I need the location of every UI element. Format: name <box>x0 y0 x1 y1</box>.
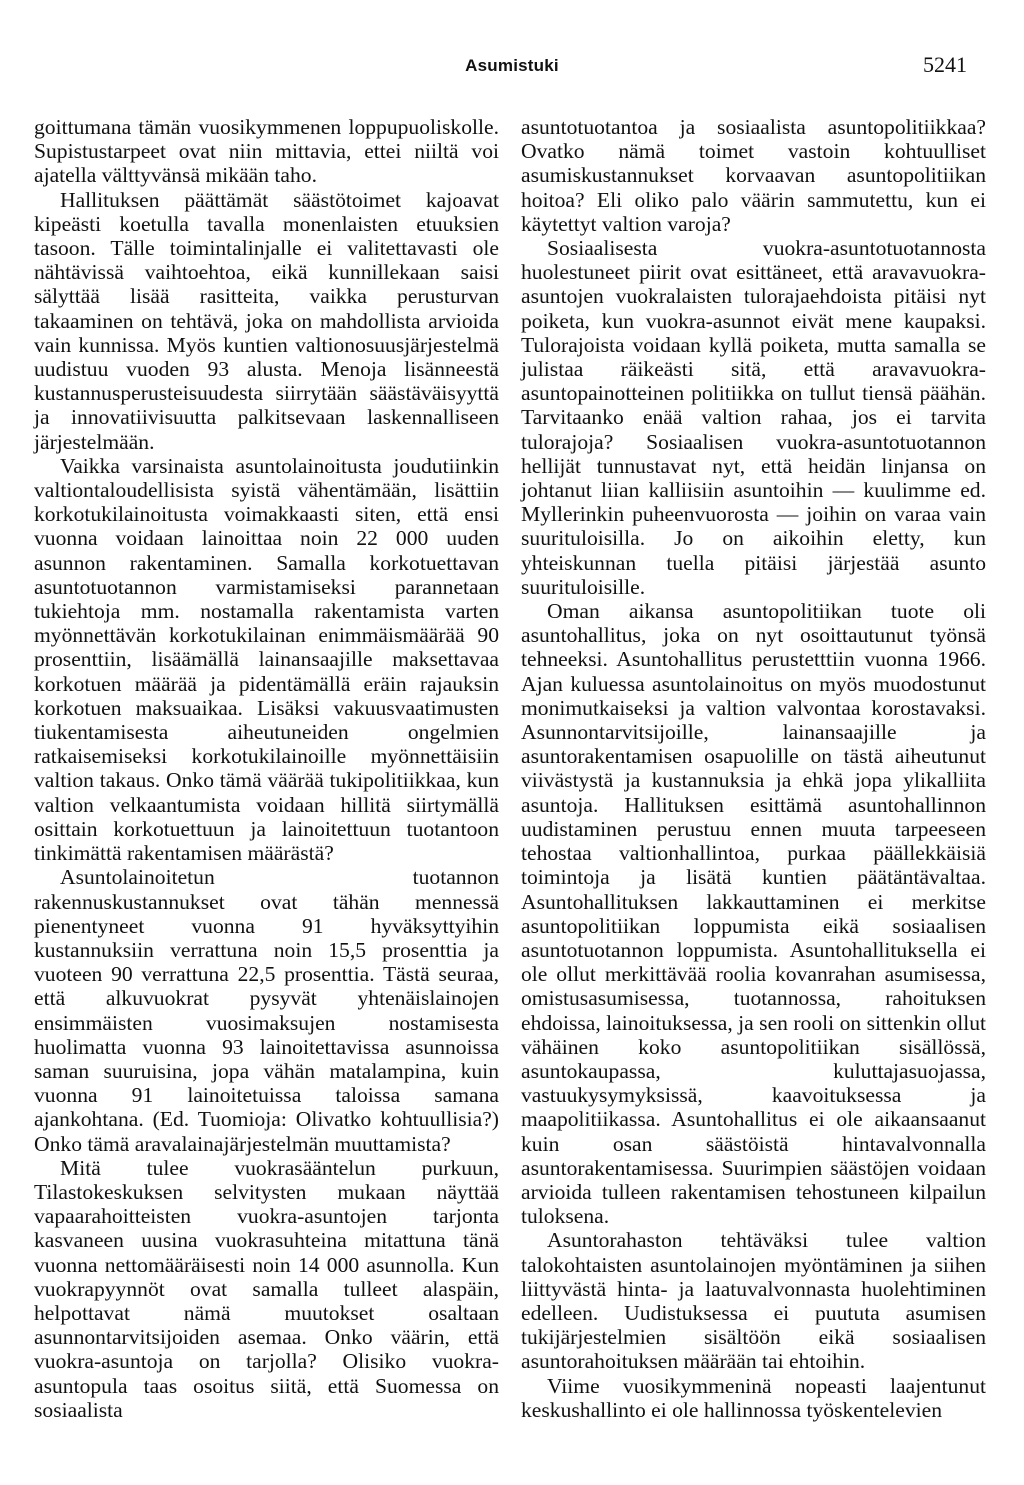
right-column <box>521 115 986 1422</box>
paragraph: asuntotuotantoa ja sosiaalista asuntopolitiikkaa? Ovatko nämä toimet vastoin kohtuulliset asumiskustannukset korvaavan asuntopolitiikan hoitoa? Eli oliko palo väärin sammutettu, kun ei käytettyt valtion varoja? <box>521 115 986 236</box>
paragraph: Mitä tulee vuokrasääntelun purkuun, Tilastokeskuksen selvitysten mukaan näyttää vapaarahoitteisten vuokra-asuntojen tarjonta kasvaneen uusina vuokrasuhteina mitattuna tänä vuonna nettomääräisesti noin 14 000 asunnolla. Kun vuokrapyynnöt ovat samalla tulleet alaspäin, helpottavat nämä muutokset osaltaan asunnontarvitsijoiden asemaa. Onko väärin, että vuokra-asuntoja on tarjolla? Olisiko vuokra-asuntopula taas osoitus siitä, että Suomessa on sosiaalista <box>34 1155 499 1422</box>
paragraph: Hallituksen päättämät säästötoimet kajoavat kipeästi koetulla tavalla monenlaisten etuuksien tasoon. Tälle toimintalinjalle ei valitettavasti ole nähtävissä vaihtoehtoa, eikä kunnillekaan saisi sälyttää lisää rasitteita, vaikka perusturvan takaaminen on tehtävä, joka on mahdollista arvioida vain kunnissa. Myös kuntien valtionosuusjärjestelmä uudistuu vuoden 93 alusta. Menoja lisänneestä kustannusperusteisuudesta siirrytään säästäväisyyttä ja innovatiivisuutta palkitsevaan laskennalliseen järjestelmään. <box>34 187 499 454</box>
page-number: 5241 <box>923 52 967 77</box>
running-title: Asumistuki <box>465 56 559 75</box>
paragraph: Viime vuosikymmeninä nopeasti laajentunut keskushallinto ei ole hallinnossa työskentelevien <box>521 1373 986 1422</box>
paragraph: Vaikka varsinaista asuntolainoitusta joudutiinkin valtiontaloudellisista syistä vähentämään, lisättiin korkotukilainoitusta voimakkaasti siten, että ensi vuonna voidaan lainoittaa noin 22 000 uuden asunnon rakentaminen. Samalla korkotuettavan asuntotuotannon varmistamiseksi parannetaan tukiehtoja mm. nostamalla rakentamista varten myönnettävän korkotukilainan enimmäismäärää 90 prosenttiin, lisäämällä lainansaajille maksettavaa korkotuen määrää ja pidentämällä eräin rajauksin korkotuen maksuaikaa. Lisäksi vakuusvaatimusten tiukentamisesta aiheutuneiden ongelmien ratkaisemiseksi korkotukilainoille myönnettäisiin valtion takaus. Onko tämä väärää tukipolitiikkaa, kun valtion velkaantumista voidaan hillitä siirtymällä osittain korkotuettuun ja lainoitettuun tuotantoon tinkimättä rakentamisen määrästä? <box>34 453 499 866</box>
paragraph: Oman aikansa asuntopolitiikan tuote oli asuntohallitus, joka on nyt osoittautunut työnsä tehneeksi. Asuntohallitus perustetttiin vuonna 1966. Ajan kuluessa asuntolainoitus on myös muodostunut monimutkaiseksi ja valtion valvontaa korostavaksi. Asunnontarvitsijoille, lainansaajille ja asuntorakentamisen osapuolille on tästä aiheutunut viivästystä ja kustannuksia ja ehkä jopa ylikalliita asuntoja. Hallituksen esittämä asuntohallinnon uudistaminen perustuu ennen muuta tarpeeseen tehostaa valtionhallintoa, purkaa päällekkäisiä toimintoja ja lisätä kuntien päätäntävaltaa. Asuntohallituksen lakkauttaminen ei merkitse asuntopolitiikan loppumista eikä sosiaalisen asuntotuotannon loppumista. Asuntohallituksella ei ole ollut merkittävää roolia kovanrahan asumisessa, omistusasumisessa, tuotannossa, rahoituksen ehdoissa, lainoituksessa, ja sen rooli on sittenkin ollut vähäinen koko asuntopolitiikan sisällössä, asuntokaupassa, kuluttajasuojassa, vastuukysymyksissä, kaavoituksessa ja maapolitiikassa. Asuntohallitus ei ole aikaansaanut kuin osan säästöistä hintavalvonnalla asuntorakentamisessa. Suurimpien säästöjen voidaan arvioida tulleen rakentamisen tehostuneen kilpailun tuloksena. <box>521 599 986 1229</box>
paragraph: Asuntorahaston tehtäväksi tulee valtion talokohtaisten asuntolainojen myöntäminen ja siihen liittyvästä hinta- ja laatuvalvonnasta huolehtiminen edelleen. Uudistuksessa ei puututa asumisen tukijärjestelmien sisältöön eikä sosiaalisen asuntorahoituksen määrään tai ehtoihin. <box>521 1228 986 1374</box>
left-column <box>34 115 499 1422</box>
paragraph: Asuntolainoitetun tuotannon rakennuskustannukset ovat tähän mennessä pienentyneet vuonna 91 hyväksyttyihin kustannuksiin verrattuna noin 15,5 prosenttia ja vuoteen 90 verrattuna 22,5 prosenttia. Tästä seuraa, että alkuvuokrat pysyvät yhtenäislainojen ensimmäisten vuosimaksujen nostamisesta huolimatta vuonna 93 lainoitettavissa asunnoissa saman suuruisina, jopa vähän matalampina, kuin vuonna 91 lainoitetuissa taloissa samana ajankohtana. (Ed. Tuomioja: Olivatko kohtuullisia?) Onko tämä aravalainajärjestelmän muuttamista? <box>34 865 499 1156</box>
paragraph: Sosiaalisesta vuokra-asuntotuotannosta huolestuneet piirit ovat esittäneet, että aravavuokra-asuntojen vuokralaisten tulorajaehdoista pitäisi nyt poiketa, kun vuokra-asunnot eivät mene kaupaksi. Tulorajoista voidaan kyllä poiketa, mutta samalla se julistaa räikeästi sitä, että aravavuokra-asuntopainotteinen politiikka on tullut tiensä päähän. Tarvitaanko enää valtion rahaa, jos ei tarvita tulorajoja? Sosiaalisen vuokra-asuntotuotannon hellijät tunnustavat nyt, että heidän linjansa on johtanut liian kalliisiin asuntoihin — kuulimme ed. Myllerinkin puheenvuorosta — joihin on varaa vain suurituloisilla. Jo on aikoihin eletty, kun yhteiskunnan tuella pitäisi järjestää asunto suurituloisille. <box>521 236 986 599</box>
paragraph: goittumana tämän vuosikymmenen loppupuoliskolle. Supistustarpeet ovat niin mittavia, ettei niiltä voi ajatella välttyvänsä mikään taho. <box>34 115 499 188</box>
